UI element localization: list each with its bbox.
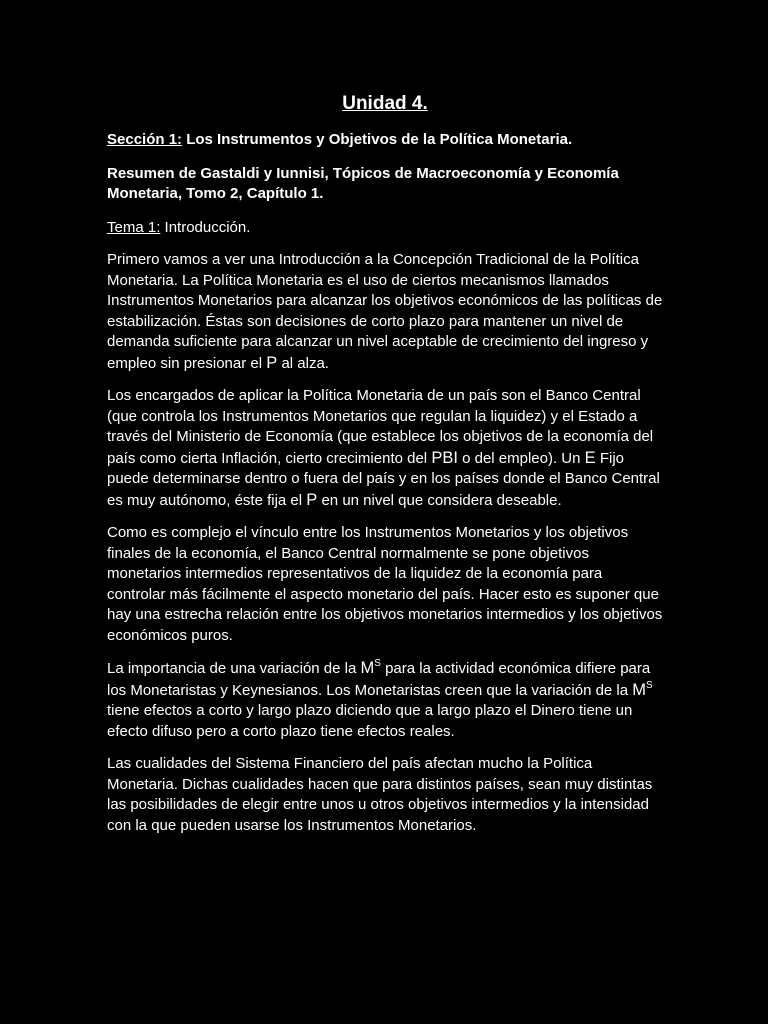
p2-text-c: Fijo puede determinarse dentro o fuera del país y en los países donde el Banco Central es muy autónomo, éste fija el: [107, 449, 660, 509]
p1-text-b: al alza.: [277, 354, 329, 372]
money-supply-symbol: M: [360, 659, 375, 677]
paragraph-3: Como es complejo el vínculo entre los Instrumentos Monetarios y los objetivos finales de la economía, el Banco Central normalmente se pone objetivos monetarios intermedios representativos de la liquidez de la economía para controlar más fácilmente el aspecto monetario del país. Hacer esto es suponer que hay una estrecha relación entre los objetivos monetarios intermedios y los objetivos económicos puros.: [107, 524, 663, 644]
section-heading: [107, 130, 663, 151]
section-text: Los Instrumentos y Objetivos de la Política Monetaria.: [182, 131, 573, 148]
tema-text: Introducción.: [160, 218, 251, 236]
paragraph-2: [107, 386, 663, 511]
exchange-symbol: E: [584, 448, 596, 467]
p1-text-a: Primero vamos a ver una Introducción a la Concepción Tradicional de la Política Monetaria. La Política Monetaria es el uso de ciertos mecanismos llamados Instrumentos Monetarios para alcanzar los objetivos económicos de las políticas de estabilización. Éstas son decisiones de corto plazo para mantener un nivel de demanda suficiente para alcanzar un nivel aceptable de crecimiento del ingreso y empleo sin presionar el: [107, 251, 663, 372]
price-symbol: P: [266, 353, 278, 372]
paragraph-4: [107, 658, 663, 742]
money-supply-superscript: S: [646, 679, 653, 691]
tema-heading: [107, 218, 663, 239]
money-supply-superscript: S: [374, 658, 381, 669]
money-supply-symbol: M: [632, 680, 647, 699]
p2-text-d: en un nivel que considera deseable.: [317, 491, 562, 509]
pbi-symbol: PBI: [431, 448, 458, 467]
document-title: Unidad 4.: [342, 93, 428, 114]
paragraph-1: [107, 250, 663, 374]
p2-text-a: Los encargados de aplicar la Política Monetaria de un país son el Banco Central (que controla los Instrumentos Monetarios que regulan la liquidez) y el Estado a través del Ministerio de Economía (que establece los objetivos de la economía del país como cierta Inflación, cierto crecimiento del: [107, 387, 654, 467]
price-symbol: P: [306, 490, 318, 509]
p4-text-c: tiene efectos a corto y largo plazo diciendo que a largo plazo el Dinero tiene un efecto difuso pero a corto plazo tiene efectos reales.: [107, 702, 633, 740]
resumen-heading: Resumen de Gastaldi y Iunnisi, Tópicos de Macroeconomía y Economía Monetaria, Tomo 2, Capítulo 1.: [107, 164, 619, 202]
tema-label: Tema 1:: [107, 218, 161, 236]
paragraph-5: Las cualidades del Sistema Financiero del país afectan mucho la Política Monetaria. Dichas cualidades hacen que para distintos países, sean muy distintas las posibilidades de elegir entre unos u otros objetivos intermedios y la intensidad con la que pueden usarse los Instrumentos Monetarios.: [107, 755, 653, 834]
section-label: Sección 1:: [107, 131, 183, 148]
p4-text-b: para la actividad económica difiere para los Monetaristas y Keynesianos. Los Monetaristas creen que la variación de la: [107, 660, 651, 699]
p2-text-b: o del empleo). Un: [457, 449, 585, 467]
p4-text-a: La importancia de una variación de la: [107, 660, 361, 677]
document-page: [107, 92, 663, 848]
